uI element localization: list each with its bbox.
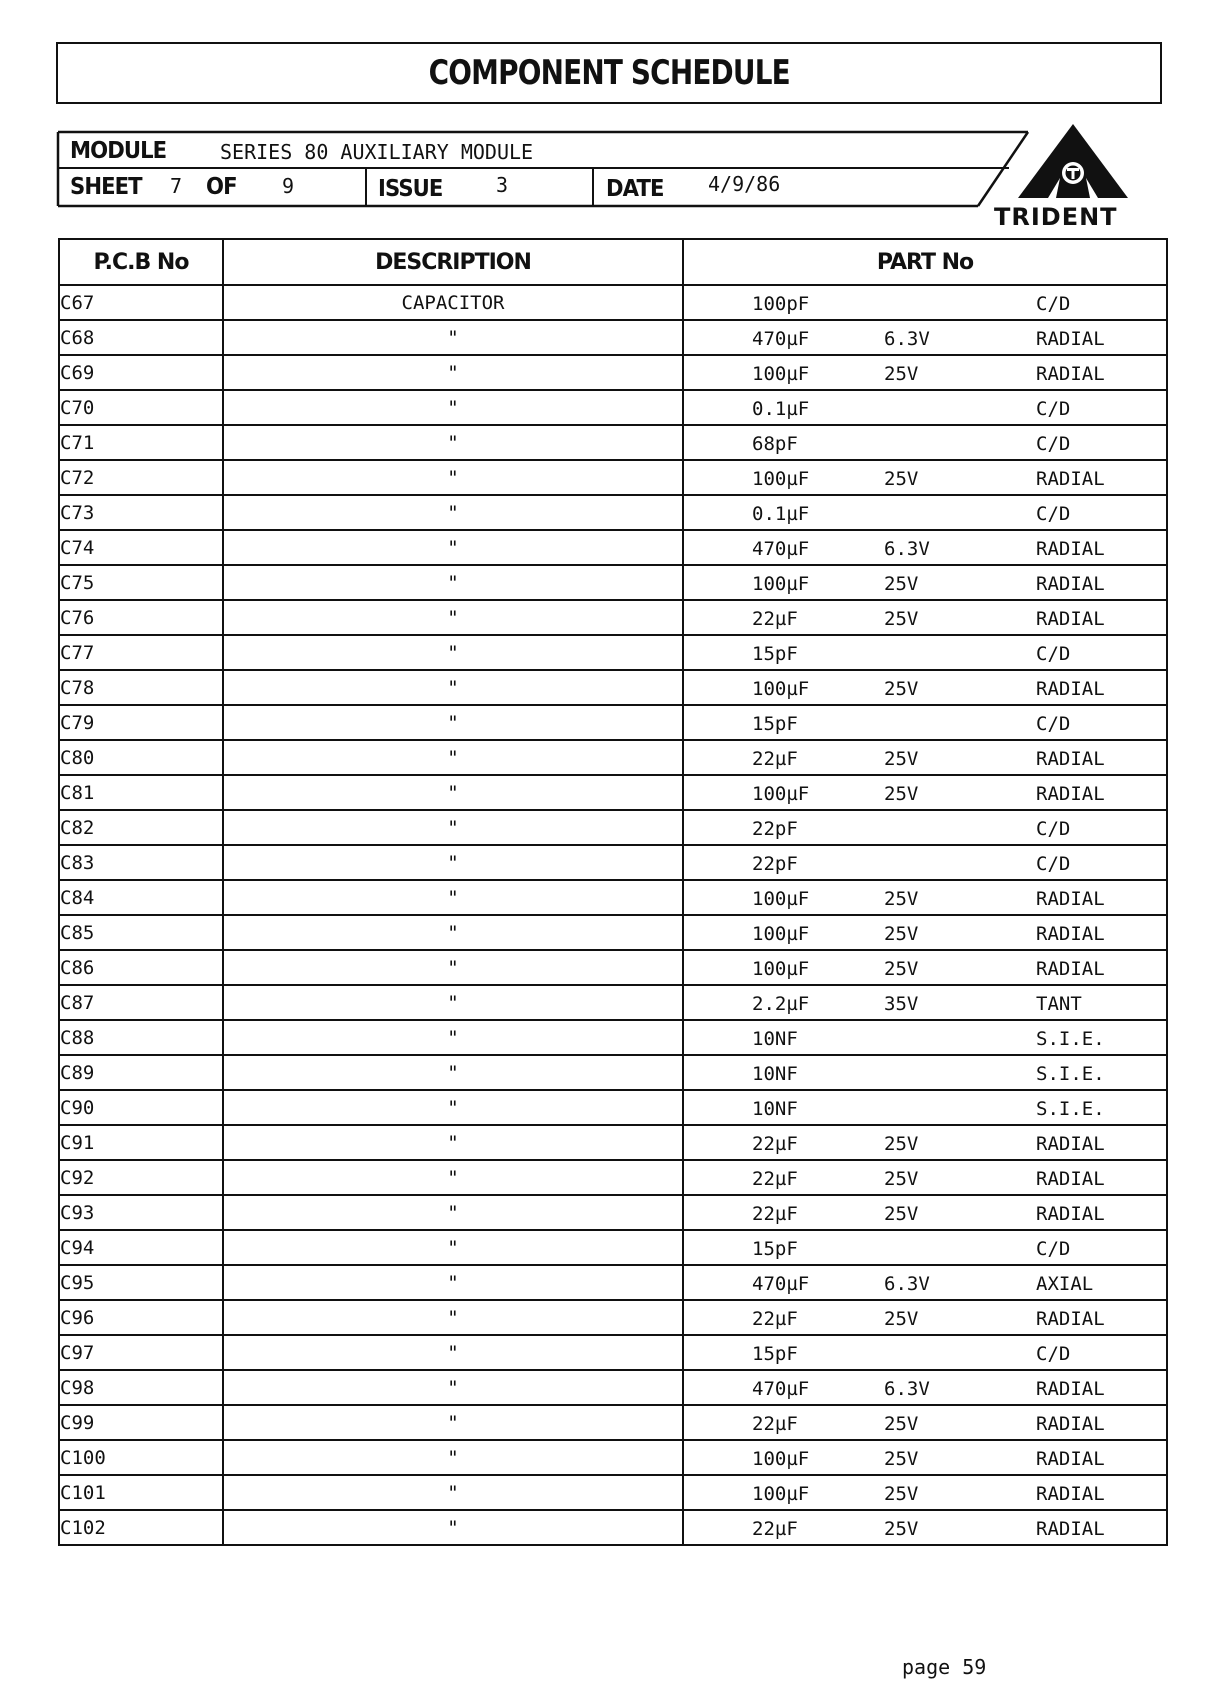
part-number: [683, 530, 1167, 565]
pcb-number: C86: [59, 950, 223, 985]
part-number: [683, 670, 1167, 705]
part-value: 470µF: [752, 328, 810, 350]
part-value: 100µF: [752, 1448, 810, 1470]
table-row: [59, 1195, 1167, 1230]
part-voltage: 6.3V: [884, 328, 930, 350]
of-value: 9: [282, 174, 295, 198]
description: ": [223, 1475, 683, 1510]
sheet-label: SHEET: [70, 174, 142, 200]
column-header-description: DESCRIPTION: [223, 239, 683, 285]
part-type: RADIAL: [1036, 1413, 1105, 1435]
part-number: [683, 495, 1167, 530]
part-number: [683, 355, 1167, 390]
part-value: 100µF: [752, 923, 810, 945]
pcb-number: C94: [59, 1230, 223, 1265]
part-number: [683, 1440, 1167, 1475]
pcb-number: C102: [59, 1510, 223, 1545]
part-voltage: 25V: [884, 783, 919, 805]
description: ": [223, 1510, 683, 1545]
description: ": [223, 1020, 683, 1055]
part-type: AXIAL: [1036, 1273, 1094, 1295]
part-type: RADIAL: [1036, 958, 1105, 980]
pcb-number: C87: [59, 985, 223, 1020]
part-value: 100µF: [752, 468, 810, 490]
part-voltage: 25V: [884, 958, 919, 980]
table-row: [59, 880, 1167, 915]
module-label: MODULE: [70, 138, 167, 164]
table-row: [59, 1405, 1167, 1440]
part-type: RADIAL: [1036, 1308, 1105, 1330]
table-row: [59, 1300, 1167, 1335]
part-type: S.I.E.: [1036, 1063, 1105, 1085]
pcb-number: C80: [59, 740, 223, 775]
part-voltage: 25V: [884, 1483, 919, 1505]
part-number: [683, 1335, 1167, 1370]
part-type: RADIAL: [1036, 468, 1105, 490]
part-value: 100µF: [752, 958, 810, 980]
part-value: 10NF: [752, 1063, 798, 1085]
description: ": [223, 390, 683, 425]
description: ": [223, 1090, 683, 1125]
part-value: 2.2µF: [752, 993, 810, 1015]
table-row: [59, 425, 1167, 460]
part-voltage: 25V: [884, 1413, 919, 1435]
part-number: [683, 1510, 1167, 1545]
component-table: [58, 238, 1168, 1546]
part-type: RADIAL: [1036, 1483, 1105, 1505]
table-row: [59, 600, 1167, 635]
part-voltage: 25V: [884, 923, 919, 945]
part-value: 22pF: [752, 818, 798, 840]
part-number: [683, 1090, 1167, 1125]
part-value: 22pF: [752, 853, 798, 875]
part-voltage: 25V: [884, 363, 919, 385]
part-value: 22µF: [752, 608, 798, 630]
description: ": [223, 635, 683, 670]
part-value: 15pF: [752, 1238, 798, 1260]
pcb-number: C75: [59, 565, 223, 600]
part-value: 22µF: [752, 748, 798, 770]
table-row: [59, 285, 1167, 320]
part-number: [683, 1265, 1167, 1300]
part-voltage: 25V: [884, 468, 919, 490]
part-value: 22µF: [752, 1168, 798, 1190]
part-value: 22µF: [752, 1308, 798, 1330]
part-type: RADIAL: [1036, 363, 1105, 385]
table-row: [59, 810, 1167, 845]
part-type: S.I.E.: [1036, 1028, 1105, 1050]
part-number: [683, 950, 1167, 985]
part-number: [683, 775, 1167, 810]
part-value: 0.1µF: [752, 503, 810, 525]
pcb-number: C73: [59, 495, 223, 530]
part-number: [683, 320, 1167, 355]
part-type: C/D: [1036, 713, 1071, 735]
table-row: [59, 320, 1167, 355]
part-type: RADIAL: [1036, 1168, 1105, 1190]
pcb-number: C93: [59, 1195, 223, 1230]
part-voltage: 25V: [884, 888, 919, 910]
description: ": [223, 1125, 683, 1160]
part-value: 10NF: [752, 1098, 798, 1120]
description: ": [223, 1300, 683, 1335]
description: ": [223, 775, 683, 810]
table-body: [59, 285, 1167, 1545]
part-number: [683, 1475, 1167, 1510]
issue-value: 3: [496, 173, 509, 197]
part-value: 22µF: [752, 1518, 798, 1540]
description: ": [223, 1160, 683, 1195]
part-type: S.I.E.: [1036, 1098, 1105, 1120]
description: ": [223, 495, 683, 530]
description: ": [223, 705, 683, 740]
part-voltage: 6.3V: [884, 1273, 930, 1295]
part-type: RADIAL: [1036, 1378, 1105, 1400]
part-number: [683, 1160, 1167, 1195]
part-voltage: 6.3V: [884, 538, 930, 560]
description: ": [223, 1335, 683, 1370]
part-type: RADIAL: [1036, 678, 1105, 700]
table-header-row: [59, 239, 1167, 285]
table-row: [59, 355, 1167, 390]
description: ": [223, 565, 683, 600]
part-type: C/D: [1036, 818, 1071, 840]
date-label: DATE: [606, 176, 664, 202]
description: ": [223, 355, 683, 390]
pcb-number: C84: [59, 880, 223, 915]
table-row: [59, 1370, 1167, 1405]
part-number: [683, 1020, 1167, 1055]
part-type: C/D: [1036, 643, 1071, 665]
pcb-number: C74: [59, 530, 223, 565]
pcb-number: C78: [59, 670, 223, 705]
pcb-number: C76: [59, 600, 223, 635]
part-number: [683, 985, 1167, 1020]
table-row: [59, 1160, 1167, 1195]
part-type: RADIAL: [1036, 328, 1105, 350]
description: ": [223, 1195, 683, 1230]
description: ": [223, 1440, 683, 1475]
part-type: RADIAL: [1036, 1133, 1105, 1155]
sheet-value: 7: [170, 174, 183, 198]
part-value: 15pF: [752, 643, 798, 665]
pcb-number: C92: [59, 1160, 223, 1195]
part-value: 22µF: [752, 1203, 798, 1225]
part-number: [683, 460, 1167, 495]
part-type: C/D: [1036, 293, 1071, 315]
description: ": [223, 670, 683, 705]
description: ": [223, 1265, 683, 1300]
issue-label: ISSUE: [378, 176, 443, 202]
part-number: [683, 285, 1167, 320]
table-row: [59, 950, 1167, 985]
pcb-number: C72: [59, 460, 223, 495]
column-header-pcb: P.C.B No: [59, 239, 223, 285]
module-value: SERIES 80 AUXILIARY MODULE: [220, 140, 534, 164]
part-number: [683, 915, 1167, 950]
part-type: RADIAL: [1036, 538, 1105, 560]
part-type: RADIAL: [1036, 923, 1105, 945]
part-number: [683, 1370, 1167, 1405]
pcb-number: C79: [59, 705, 223, 740]
part-voltage: 25V: [884, 1308, 919, 1330]
pcb-number: C69: [59, 355, 223, 390]
part-value: 15pF: [752, 713, 798, 735]
table-row: [59, 1090, 1167, 1125]
description: ": [223, 530, 683, 565]
part-value: 22µF: [752, 1413, 798, 1435]
table-row: [59, 915, 1167, 950]
pcb-number: C88: [59, 1020, 223, 1055]
part-number: [683, 1055, 1167, 1090]
description: ": [223, 1230, 683, 1265]
description: ": [223, 880, 683, 915]
pcb-number: C96: [59, 1300, 223, 1335]
part-value: 100µF: [752, 1483, 810, 1505]
part-voltage: 25V: [884, 608, 919, 630]
part-voltage: 25V: [884, 1518, 919, 1540]
pcb-number: C98: [59, 1370, 223, 1405]
part-number: [683, 600, 1167, 635]
part-voltage: 6.3V: [884, 1378, 930, 1400]
part-number: [683, 740, 1167, 775]
table-row: [59, 460, 1167, 495]
part-type: C/D: [1036, 398, 1071, 420]
part-number: [683, 1195, 1167, 1230]
pcb-number: C67: [59, 285, 223, 320]
pcb-number: C99: [59, 1405, 223, 1440]
part-type: TANT: [1036, 993, 1082, 1015]
table-row: [59, 1020, 1167, 1055]
table-row: [59, 1510, 1167, 1545]
table-row: [59, 705, 1167, 740]
part-number: [683, 1300, 1167, 1335]
description: ": [223, 600, 683, 635]
pcb-number: C68: [59, 320, 223, 355]
part-value: 100µF: [752, 678, 810, 700]
part-number: [683, 1125, 1167, 1160]
part-type: RADIAL: [1036, 573, 1105, 595]
description: ": [223, 740, 683, 775]
table-row: [59, 495, 1167, 530]
part-number: [683, 1405, 1167, 1440]
table-row: [59, 530, 1167, 565]
table-row: [59, 1440, 1167, 1475]
table-row: [59, 1475, 1167, 1510]
part-voltage: 25V: [884, 573, 919, 595]
table-row: [59, 1265, 1167, 1300]
table-row: [59, 985, 1167, 1020]
page-number: page 59: [902, 1655, 987, 1679]
description: ": [223, 950, 683, 985]
date-value: 4/9/86: [708, 172, 781, 196]
description: CAPACITOR: [223, 285, 683, 320]
part-voltage: 25V: [884, 748, 919, 770]
part-type: RADIAL: [1036, 608, 1105, 630]
description: ": [223, 810, 683, 845]
part-type: C/D: [1036, 1238, 1071, 1260]
description: ": [223, 425, 683, 460]
part-value: 470µF: [752, 1378, 810, 1400]
part-type: C/D: [1036, 1343, 1071, 1365]
pcb-number: C91: [59, 1125, 223, 1160]
pcb-number: C101: [59, 1475, 223, 1510]
part-type: C/D: [1036, 853, 1071, 875]
part-type: RADIAL: [1036, 1203, 1105, 1225]
table-row: [59, 1125, 1167, 1160]
part-voltage: 25V: [884, 1203, 919, 1225]
part-value: 100pF: [752, 293, 810, 315]
part-number: [683, 390, 1167, 425]
page-title: COMPONENT SCHEDULE: [428, 53, 790, 93]
pcb-number: C70: [59, 390, 223, 425]
part-number: [683, 880, 1167, 915]
part-value: 22µF: [752, 1133, 798, 1155]
description: ": [223, 845, 683, 880]
description: ": [223, 320, 683, 355]
pcb-number: C90: [59, 1090, 223, 1125]
part-type: C/D: [1036, 503, 1071, 525]
table-row: [59, 635, 1167, 670]
part-type: RADIAL: [1036, 1448, 1105, 1470]
description: ": [223, 1055, 683, 1090]
table-row: [59, 740, 1167, 775]
column-header-part-no: PART No: [683, 239, 1167, 285]
pcb-number: C81: [59, 775, 223, 810]
part-number: [683, 425, 1167, 460]
brand-name: TRIDENT: [994, 203, 1118, 231]
part-value: 0.1µF: [752, 398, 810, 420]
table-row: [59, 390, 1167, 425]
part-number: [683, 845, 1167, 880]
description: ": [223, 1405, 683, 1440]
part-type: RADIAL: [1036, 783, 1105, 805]
description: ": [223, 915, 683, 950]
part-value: 100µF: [752, 783, 810, 805]
part-number: [683, 705, 1167, 740]
table-row: [59, 565, 1167, 600]
part-number: [683, 810, 1167, 845]
part-voltage: 25V: [884, 1448, 919, 1470]
part-value: 68pF: [752, 433, 798, 455]
pcb-number: C97: [59, 1335, 223, 1370]
pcb-number: C77: [59, 635, 223, 670]
pcb-number: C100: [59, 1440, 223, 1475]
part-voltage: 35V: [884, 993, 919, 1015]
part-value: 15pF: [752, 1343, 798, 1365]
description: ": [223, 985, 683, 1020]
table-row: [59, 845, 1167, 880]
pcb-number: C83: [59, 845, 223, 880]
part-number: [683, 635, 1167, 670]
part-voltage: 25V: [884, 1168, 919, 1190]
pcb-number: C89: [59, 1055, 223, 1090]
table-row: [59, 1055, 1167, 1090]
table-row: [59, 775, 1167, 810]
part-number: [683, 565, 1167, 600]
part-value: 100µF: [752, 363, 810, 385]
part-value: 100µF: [752, 888, 810, 910]
part-type: C/D: [1036, 433, 1071, 455]
part-value: 10NF: [752, 1028, 798, 1050]
pcb-number: C71: [59, 425, 223, 460]
part-type: RADIAL: [1036, 888, 1105, 910]
part-number: [683, 1230, 1167, 1265]
of-label: OF: [206, 174, 237, 200]
part-value: 470µF: [752, 538, 810, 560]
part-type: RADIAL: [1036, 748, 1105, 770]
pcb-number: C95: [59, 1265, 223, 1300]
pcb-number: C82: [59, 810, 223, 845]
part-type: RADIAL: [1036, 1518, 1105, 1540]
part-value: 470µF: [752, 1273, 810, 1295]
pcb-number: C85: [59, 915, 223, 950]
table-row: [59, 1335, 1167, 1370]
part-value: 100µF: [752, 573, 810, 595]
table-row: [59, 670, 1167, 705]
table-row: [59, 1230, 1167, 1265]
part-voltage: 25V: [884, 678, 919, 700]
trident-logo-icon: [1018, 124, 1128, 198]
description: ": [223, 1370, 683, 1405]
part-voltage: 25V: [884, 1133, 919, 1155]
description: ": [223, 460, 683, 495]
